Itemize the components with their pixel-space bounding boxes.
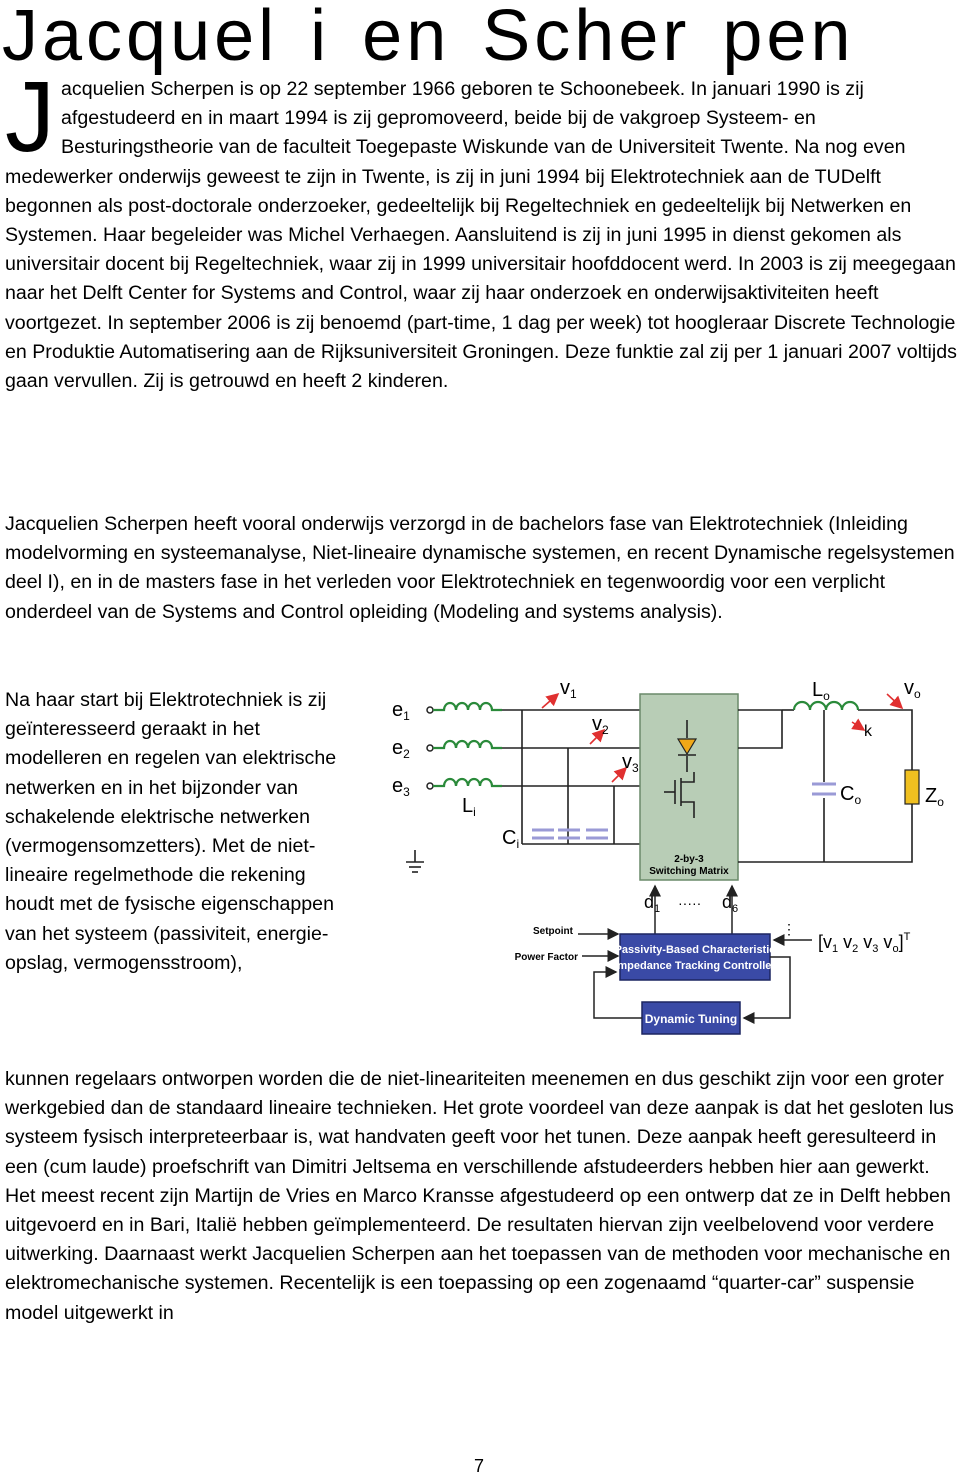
label-d1: $d_1$ [644, 892, 661, 915]
output-capacitor [812, 784, 836, 794]
label-v2: $v_2$ [592, 713, 609, 737]
controller-block [620, 934, 770, 980]
controller-label-line1: Passivity-Based Characteristic [614, 944, 776, 956]
paragraph-teaching: Jacquelien Scherpen heeft vooral onderwijs verzorgd in de bachelors fase van Elektrotechniek (Inleiding modelvorming en systeemanalyse, Niet-lineaire dynamische systemen, en recent Dynamische regelsystemen deel I), en in de masters fase in het verleden voor Elektrotechniek en tegenwoordig voor een verplicht onderdeel van de Systems and Control opleiding (Modeling and systems analysis). [5, 513, 955, 623]
dynamic-tuning-label: Dynamic Tuning [644, 1012, 738, 1026]
label-e1: $e_1$ [392, 699, 410, 723]
label-dots: ····· [678, 895, 702, 911]
input-inductors [433, 703, 502, 786]
label-lo: $L_o$ [812, 679, 830, 703]
label-vo: $v_o$ [904, 677, 921, 701]
controller-label-line2: Impedance Tracking Controller [614, 960, 776, 972]
input-wires [502, 710, 640, 844]
label-zo: $Z_o$ [925, 785, 944, 809]
k-arrow [852, 722, 864, 730]
label-state-vector: [$v_1$ $v_2$ $v_3$ $v_o]^T$ [818, 931, 911, 955]
output-wires [738, 710, 912, 862]
switching-matrix-block [640, 694, 738, 880]
label-power-factor: Power Factor [514, 952, 578, 963]
paragraph-biography-text: acquelien Scherpen is op 22 september 1966 geboren te Schoonebeek. In januari 1990 is zij afgestudeerd en in maart 1994 is zij gepromoveerd, beide bij de vakgroep Systeem- en Besturingstheorie van de faculteit Toegepaste Wiskunde van de Universiteit Twente. Na nog even medewerker onderwijs geweest te zijn in Twente, is zij in juni 1994 bij Elektrotechniek aan de TUDelft begonnen als post-doctorale onderzoeker, gedeeltelijk bij Regeltechniek en gedeeltelijk bij Netwerken en Systemen. Haar begeleider was Michel Verhaegen. Aansluitend is zij in juni 1995 in dienst gekomen als universitair docent bij Regeltechniek, waar zij in 1999 universitair hoofddocent werd. In 2003 is zij meegegaan naar het Delft Center for Systems and Control, waar zij haar onderzoek en onderwijsaktiviteiten heeft voortgezet. In september 2006 is zij benoemd (part-time, 1 dag per week) tot hoogleraar Discrete Technologie en Produktie Automatisering aan de Rijksuniversiteit Groningen. Deze funktie zal zij per 1 januari 2007 voltijds gaan vervullen. Zij is getrouwd en heeft 2 kinderen. [5, 78, 957, 393]
paragraph-research-left: Na haar start bij Elektrotechniek is zij geïnteresseerd geraakt in het modelleren en regelen van elektrische netwerken en in het bijzonder van schakelende elektrische netwerken (vermogensomzetters). Met de niet-lineaire regelmethode die rekening houdt met de fysische eigenschappen van het systeem (passiviteit, energie-opslag, vermogensstroom), [5, 689, 337, 974]
drop-cap: J [5, 61, 55, 173]
label-v3: $v_3$ [622, 751, 639, 775]
matrix-label-line1: 2-by-3 [674, 854, 704, 865]
label-e2: $e_2$ [392, 737, 410, 761]
label-k: k [864, 723, 872, 740]
load-resistor [905, 770, 919, 804]
label-li: $L_i$ [462, 795, 476, 819]
paragraph-biography [5, 61, 958, 396]
label-ci: $C_i$ [502, 827, 520, 851]
label-setpoint: Setpoint [533, 926, 573, 937]
paragraph-research-continued: kunnen regelaars ontworpen worden die de niet-lineariteiten meenemen en dus geschikt zijn voor een groter werkgebied dan de standaard lineaire technieken. Het grote voordeel van deze aanpak is dat het gesloten lus systeem fysisch interpreteerbaar is, wat handvaten geeft voor het tunen. Deze aanpak heeft geresulteerd in een (cum laude) proefschrift van Dimitri Jeltsema en verschillende afstudeerders hebben hier aan gewerkt. Het meest recent zijn Martijn de Vries en Marco Kransse afgestudeerd op een ontwerp dat ze in Delft hebben uitgevoerd en in Bari, Italië hebben geïmplementeerd. De resultaten hiervan zijn veelbelovend voor verdere uitwerking. Daarnaast werkt Jacquelien Scherpen aan het toepassen van de methoden voor mechanische en elektromechanische systemen. Recentelijk is een toepassing op een zogenaamd “quarter-car” suspensie model uitgewerkt in [5, 1068, 954, 1324]
voltage-arrows [542, 694, 626, 782]
vo-arrow [887, 694, 902, 708]
page-title: Jacquel i en Scher pen [2, 0, 855, 76]
terminal-e1 [427, 707, 433, 713]
matrix-label-line2: Switching Matrix [649, 866, 729, 877]
label-v1: $v_1$ [560, 677, 577, 701]
circuit-diagram-figure [382, 672, 955, 1044]
controller-input-arrows [578, 934, 618, 956]
terminal-e2 [427, 745, 433, 751]
label-e3: $e_3$ [392, 775, 410, 799]
terminal-e3 [427, 783, 433, 789]
ground-icon [406, 850, 424, 872]
page-number: 7 [474, 1456, 485, 1476]
label-co: $C_o$ [840, 783, 862, 807]
output-inductor [794, 702, 858, 710]
label-d6: $d_6$ [722, 892, 739, 915]
circuit-diagram [382, 672, 955, 1044]
dots-vertical: ⋮ [782, 921, 796, 937]
input-capacitors [532, 830, 608, 838]
